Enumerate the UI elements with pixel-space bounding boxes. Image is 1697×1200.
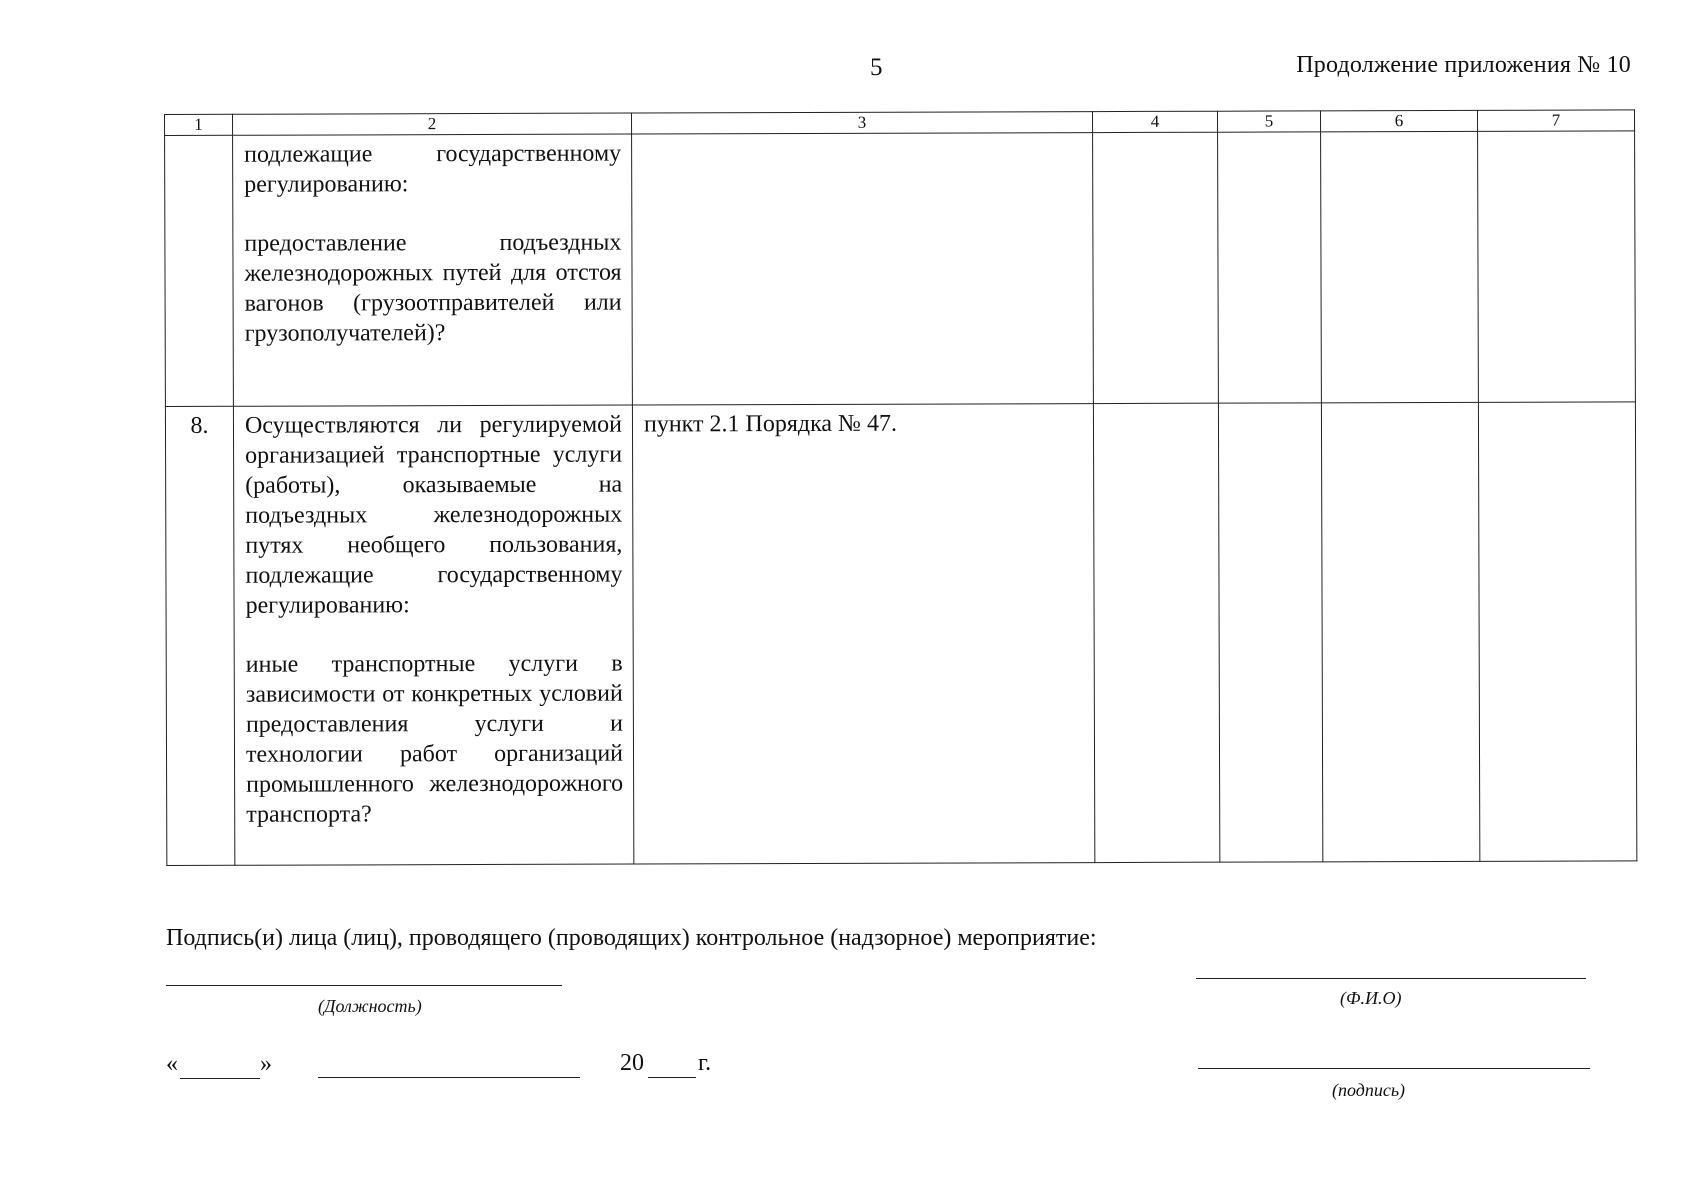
question-paragraph: предоставление подъездных железнодорожных путей для отстоя вагонов (грузоотправителей или грузополучателей)? [244, 229, 622, 347]
empty-cell-5 [1218, 403, 1322, 862]
row-number-cell [165, 135, 234, 406]
column-header-2: 2 [233, 113, 632, 135]
empty-cell-5 [1218, 132, 1322, 403]
table-row [165, 131, 1636, 407]
question-paragraph: подлежащие государственному регулированию: [244, 140, 622, 198]
signature-caption: Подпись(и) лица (лиц), проводящего (проводящих) контрольное (надзорное) мероприятие: [166, 925, 1097, 951]
signature-line [1198, 1068, 1590, 1069]
question-paragraph: иные транспортные услуги в зависимости от конкретных условий предоставления услуги и технологии работ организаций промышленного железнодорожного транспорта? [245, 650, 624, 828]
year-line [648, 1077, 696, 1078]
signature-label: (подпись) [1332, 1080, 1406, 1100]
empty-cell-6 [1321, 131, 1479, 402]
column-header-3: 3 [631, 112, 1092, 134]
position-line [166, 985, 562, 986]
month-line [318, 1077, 580, 1078]
reference-cell [632, 133, 1094, 405]
column-header-7: 7 [1477, 110, 1634, 131]
column-header-4: 4 [1092, 111, 1217, 132]
day-line [180, 1078, 260, 1079]
position-label: (Должность) [318, 996, 422, 1016]
empty-cell-7 [1478, 131, 1636, 402]
empty-cell-6 [1321, 402, 1479, 861]
column-header-1: 1 [165, 114, 233, 135]
checklist-table [164, 109, 1637, 866]
empty-cell-7 [1478, 402, 1636, 861]
date-close-quote: » [260, 1051, 272, 1077]
appendix-continuation-header: Продолжение приложения № 10 [1296, 52, 1631, 78]
year-suffix: г. [698, 1050, 712, 1076]
row-number [165, 136, 232, 142]
date-open-quote: « [166, 1051, 178, 1077]
reference-cell [632, 404, 1094, 864]
column-header-6: 6 [1320, 110, 1477, 131]
reference-text [632, 133, 1092, 140]
fio-line [1196, 978, 1586, 979]
empty-cell-4 [1093, 403, 1219, 862]
empty-cell-4 [1093, 132, 1219, 403]
question-cell [233, 405, 633, 865]
question-cell [233, 134, 633, 406]
question-paragraph: Осуществляются ли регулируемой организацией транспортные услуги (работы), оказываемые на подъездных железнодорожных путях необщего пользования, подлежащие государственному регулированию: [244, 411, 623, 619]
row-number-cell [165, 406, 234, 865]
row-number: 8. [190, 412, 209, 439]
column-header-5: 5 [1217, 111, 1320, 132]
fio-label: (Ф.И.О) [1340, 988, 1402, 1008]
year-prefix: 20 [620, 1050, 644, 1076]
reference-text: пункт 2.1 Порядка № 47. [643, 410, 897, 438]
table-row [165, 402, 1636, 866]
page-number: 5 [870, 54, 883, 81]
